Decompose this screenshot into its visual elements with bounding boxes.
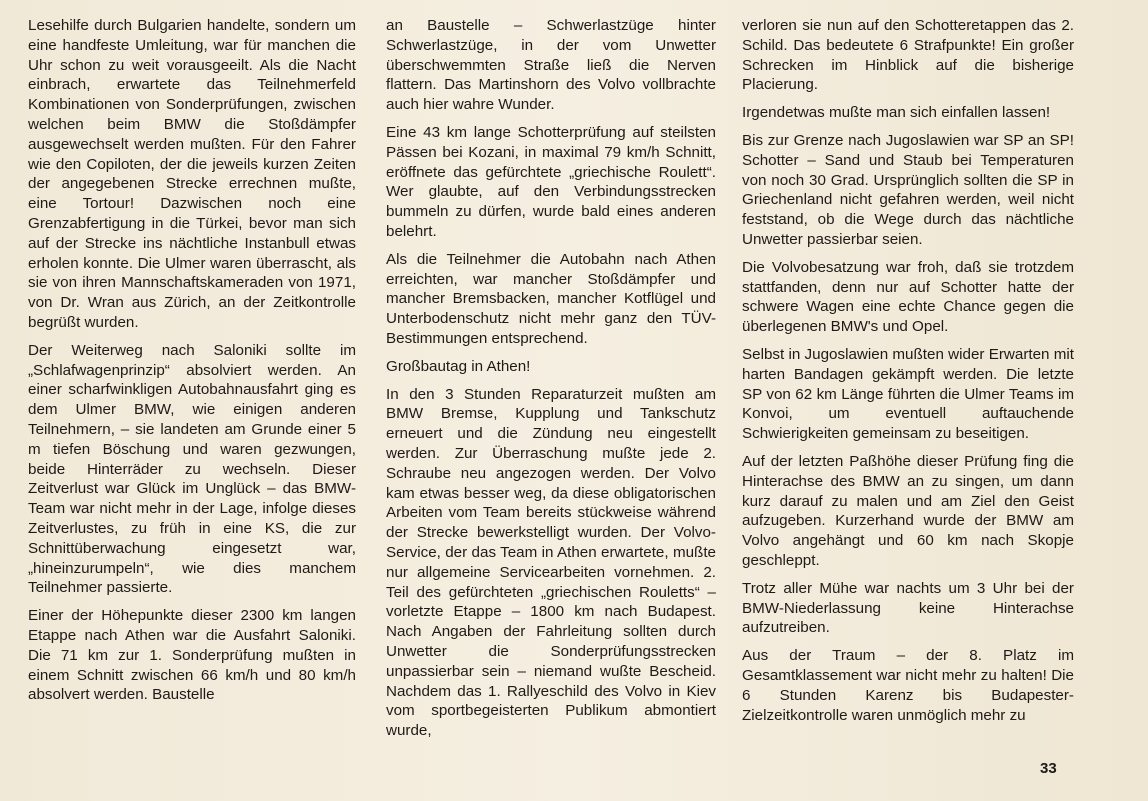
paragraph: In den 3 Stunden Reparaturzeit mußten am BMW Bremse, Kupplung und Tankschutz erneuert und die Zündung neu eingestellt werden. Zur Überraschung mußte jede 2. Schraube neu angezogen werden. Der Volvo kam etwas besser weg, da diese obligatorischen Arbeiten vom Team bereits stückweise während der Strecke bewerkstelligt wurden. Der Volvo-Service, der das Team in Athen erwartete, mußte nur allgemeine Servicearbeiten vornehmen. 2. Teil des gefürchteten „griechischen Rouletts“ – vorletzte Etappe – 1800 km nach Budapest. Nach Angaben der Fahrleitung sollten durch Unwetter die Sonderprüfungsstrecken unpassierbar sein – niemand wußte Bescheid. Nachdem das 1. Rallyeschild des Volvo in Kiev vom sportbegeisterten Publikum abmontiert wurde, [386,385,716,740]
paragraph: Eine 43 km lange Schotterprüfung auf steilsten Pässen bei Kozani, in maximal 79 km/h Schnitt, eröffnete das gefürchtete „griechische Roulett“. Wer glaubte, auf den Verbindungsstrecken bummeln zu dürfen, wurde bald eines anderen belehrt. [386,123,716,240]
paragraph: Lesehilfe durch Bulgarien handelte, sondern um eine handfeste Umleitung, war für manchen die Uhr schon zu weit vorausgeeilt. Als die Nacht einbrach, erwartete das Teilnehmerfeld Kombinationen von Sonderprüfungen, zwischen welchen beim BMW die Stoßdämpfer ausgewechselt werden mußten. Für den Fahrer wie den Copiloten, der die jeweils kurzen Zeiten der angegebenen Strecke errechnen mußte, eine Tortour! Dazwischen noch eine Grenzabfertigung in die Türkei, bevor man sich auf der Strecke ins nächtliche Instanbull etwas erholen konnte. Die Ulmer waren überrascht, als sie von ihren Mannschaftskameraden von 1971, von Dr. Wran aus Zürich, an der Zeitkontrolle begrüßt wurden. [28,17,356,331]
paragraph: Auf der letzten Paßhöhe dieser Prüfung fing die Hinterachse des BMW an zu singen, um dann kurz darauf zu malen und am Ziel den Geist aufzugeben. Kurzerhand wurde der BMW am Volvo angehängt und 60 km nach Skopje geschleppt. [742,452,1074,569]
text-column-3 [742,16,1074,733]
text-column-1 [28,16,356,713]
page-number: 33 [1040,760,1057,777]
paragraph: Trotz aller Mühe war nachts um 3 Uhr bei der BMW-Niederlassung keine Hinterachse aufzutreiben. [742,579,1074,637]
text-column-2 [386,16,716,749]
paragraph: Der Weiterweg nach Saloniki sollte im „Schlafwagenprinzip“ absolviert werden. An einer scharfwinkligen Autobahnausfahrt ging es dem Ulmer BMW, wie einigen anderen Teilnehmern, – sie landeten am Grunde einer 5 m tiefen Böschung und waren gezwungen, beide Hinterräder zu wechseln. Dieser Zeitverlust war Glück im Unglück – das BMW-Team war nicht mehr in der Lage, infolge dieses Zeitverlustes, zu früh in eine KS, die zur Schnittüberwachung eingesetzt war, „hineinzurumpeln“, wie dies manchem Teilnehmer passierte. [28,341,356,597]
paragraph: Bis zur Grenze nach Jugoslawien war SP an SP! Schotter – Sand und Staub bei Temperaturen von noch 30 Grad. Ursprünglich sollten die SP in Griechenland nicht gefahren werden, weil nicht feststand, ob die Wege durch das nächtliche Unwetter passierbar seien. [742,131,1074,248]
paragraph: Die Volvobesatzung war froh, daß sie trotzdem stattfanden, denn nur auf Schotter hatte der schwere Wagen eine echte Chance gegen die überlegenen BMW's und Opel. [742,258,1074,336]
paragraph: Aus der Traum – der 8. Platz im Gesamtklassement war nicht mehr zu halten! Die 6 Stunden Karenz bis Budapester-Zielzeitkontrolle waren unmöglich mehr zu [742,647,1074,724]
paragraph: Irgendetwas mußte man sich einfallen lassen! [742,104,1051,122]
paragraph: verloren sie nun auf den Schotteretappen das 2. Schild. Das bedeutete 6 Strafpunkte! Ein großer Schrecken im Hinblick auf die bisherige Placierung. [742,17,1074,94]
paragraph: Selbst in Jugoslawien mußten wider Erwarten mit harten Bandagen gekämpft werden. Die letzte SP von 62 km Länge führten die Ulmer Teams im Konvoi, um eventuell auftauchende Schwierigkeiten gemeinsam zu beseitigen. [742,345,1074,443]
paragraph: Einer der Höhepunkte dieser 2300 km langen Etappe nach Athen war die Ausfahrt Saloniki. Die 71 km zur 1. Sonderprüfung mußten in einem Schnitt zwischen 66 km/h und 80 km/h absolvert werden. Baustelle [28,607,356,704]
paragraph: an Baustelle – Schwerlastzüge hinter Schwerlastzüge, in der vom Unwetter überschwemmten Straße ließ die Nerven flattern. Das Martinshorn des Volvo vollbrachte auch hier wahre Wunder. [386,17,716,114]
paragraph: Als die Teilnehmer die Autobahn nach Athen erreichten, war mancher Stoßdämpfer und mancher Bremsbacken, mancher Kotflügel und Unterbodenschutz nicht mehr ganz den TÜV-Bestimmungen entsprechend. [386,250,716,347]
paragraph: Großbautag in Athen! [386,357,531,375]
